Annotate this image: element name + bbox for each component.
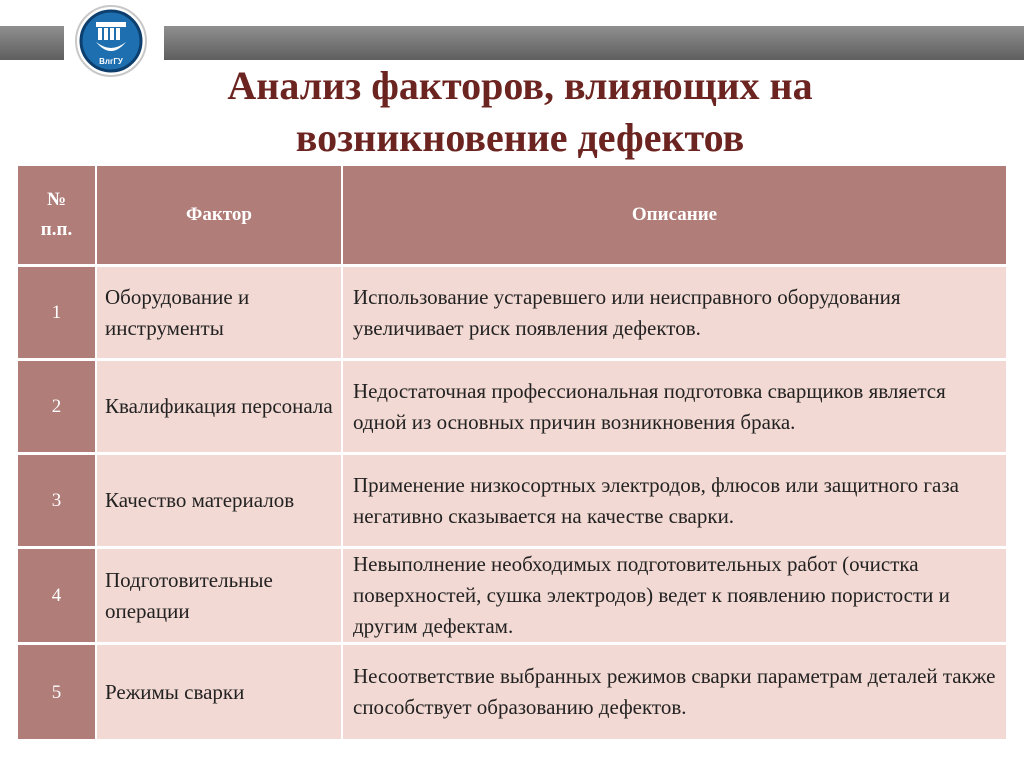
row-number: 3 — [18, 455, 97, 549]
row-description: Невыполнение необходимых подготовительных работ (очистка поверхностей, сушка электродов) ведет к появлению пористости и другим дефектам. — [343, 549, 1006, 645]
row-number: 2 — [18, 361, 97, 455]
slide-title-line-2: возникновение дефектов — [295, 115, 745, 160]
slide-title-line-1: Анализ факторов, влияющих на — [227, 63, 813, 108]
row-number: 1 — [18, 267, 97, 361]
table-row — [18, 361, 1006, 455]
logo-text: ВлгГУ — [99, 57, 123, 66]
row-factor: Оборудование и инструменты — [97, 267, 343, 361]
row-description: Использование устаревшего или неисправного оборудования увеличивает риск появления дефектов. — [343, 267, 1006, 361]
header-factor: Фактор — [97, 166, 343, 267]
row-number: 4 — [18, 549, 97, 645]
table-row — [18, 267, 1006, 361]
header-description: Описание — [343, 166, 1006, 267]
header-decor-bar-right — [164, 26, 1024, 60]
row-factor: Подготовительные операции — [97, 549, 343, 645]
row-description: Несоответствие выбранных режимов сварки параметрам деталей также способствует образованию дефектов. — [343, 645, 1006, 739]
row-description: Недостаточная профессиональная подготовка сварщиков является одной из основных причин возникновения брака. — [343, 361, 1006, 455]
row-factor: Режимы сварки — [97, 645, 343, 739]
row-factor: Качество материалов — [97, 455, 343, 549]
table-row — [18, 455, 1006, 549]
table-row — [18, 549, 1006, 645]
header-number-symbol: № — [46, 189, 67, 210]
header-decor-bar-left — [0, 26, 64, 60]
header-number-abbr: п.п. — [40, 219, 73, 240]
slide-title — [120, 60, 920, 164]
row-description: Применение низкосортных электродов, флюсов или защитного газа негативно сказывается на качестве сварки. — [343, 455, 1006, 549]
row-number: 5 — [18, 645, 97, 739]
header-number — [18, 166, 97, 267]
factors-table — [18, 166, 1006, 739]
table-row — [18, 645, 1006, 739]
table-header-row — [18, 166, 1006, 267]
row-factor: Квалификация персонала — [97, 361, 343, 455]
